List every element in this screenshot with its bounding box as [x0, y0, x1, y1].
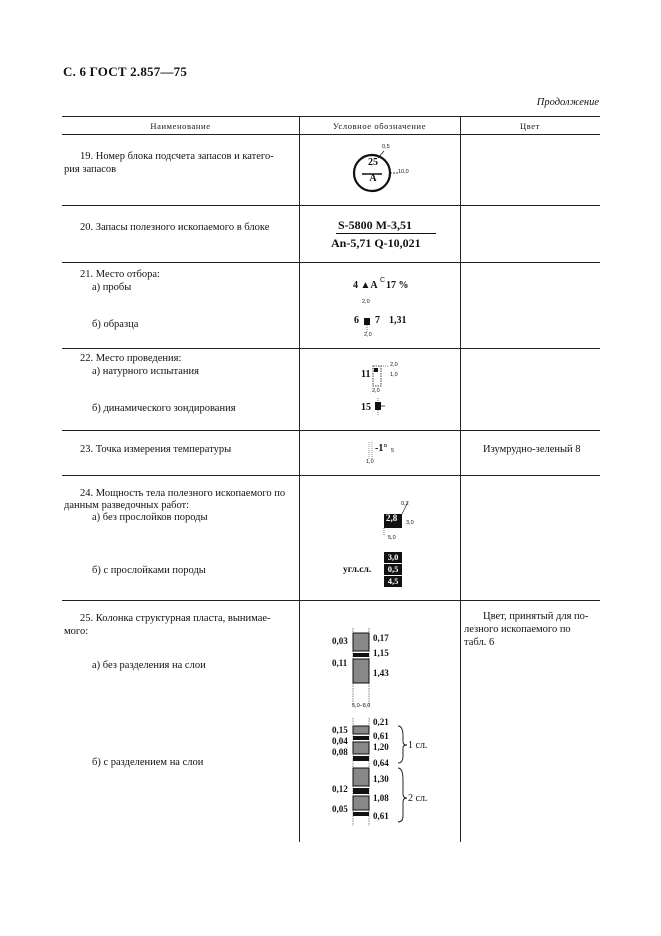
field-test-number: 11	[361, 369, 371, 380]
row-23-color: Изумрудно-зеленый 8	[483, 444, 581, 455]
row-20-name: 20. Запасы полезного ископаемого в блоке	[80, 222, 270, 233]
column-b-left-value: 0,08	[332, 747, 348, 757]
row-25-color-line1: Цвет, принятый для по-	[483, 611, 589, 622]
continued-label: Продолжение	[536, 97, 599, 108]
reserves-fraction-line	[336, 233, 436, 234]
table-top-border	[62, 116, 600, 117]
row-21-item-b: б) образца	[92, 319, 139, 330]
column-header-symbol: Условное обозначение	[332, 121, 427, 131]
dimension-label: 2,0	[362, 299, 370, 305]
row-separator	[62, 262, 600, 263]
probing-symbol	[373, 398, 387, 418]
sample-value: 17 %	[386, 280, 409, 291]
column-a-right-value: 1,43	[373, 668, 389, 678]
layer-cell: 3,0	[384, 552, 402, 564]
column-b-left-value: 0,04	[332, 736, 348, 746]
row-25-item-a: а) без разделения на слои	[92, 660, 206, 671]
dimension-label: 1,0	[366, 459, 374, 465]
group-label-1: 1 сл.	[408, 740, 428, 751]
dimension-label: 2,0	[390, 362, 398, 368]
block-number-top: 25	[368, 157, 378, 168]
dimension-label: 3,0	[406, 520, 414, 526]
column-a-right-value: 0,17	[373, 633, 389, 643]
row-separator	[62, 348, 600, 349]
row-separator	[62, 475, 600, 476]
dimension-label: 2,0	[372, 388, 380, 394]
temperature-subscript: 5	[391, 448, 395, 454]
specimen-left: 6	[354, 315, 359, 326]
column-divider-1	[299, 116, 300, 842]
row-24-item-b: б) с прослойками породы	[92, 565, 206, 576]
column-b-right-value: 1,08	[373, 793, 389, 803]
column-b-right-value: 0,61	[373, 811, 389, 821]
column-b-right-value: 1,20	[373, 742, 389, 752]
row-25-name-line1: 25. Колонка структурная пласта, вынимае-	[80, 613, 271, 624]
specimen-right: 7	[375, 315, 380, 326]
row-21-title: 21. Место отбора:	[80, 269, 160, 280]
thickness-value: 2,8	[386, 513, 398, 523]
row-24-name-line2: данным разведочных работ:	[64, 500, 190, 511]
specimen-value: 1,31	[389, 315, 407, 326]
sample-superscript: C	[380, 277, 386, 284]
row-25-item-b: б) с разделением на слои	[92, 757, 204, 768]
column-b-right-value: 1,30	[373, 774, 389, 784]
column-a-right-value: 1,15	[373, 648, 389, 658]
dimension-label: 1,0	[390, 372, 398, 378]
layer-stack	[384, 552, 402, 587]
row-24-item-a: а) без прослойков породы	[92, 512, 208, 523]
row-separator	[62, 430, 600, 431]
column-header-color: Цвет	[520, 121, 540, 131]
probing-number: 15	[361, 402, 371, 413]
row-separator	[62, 600, 600, 601]
group-label-2: 2 сл.	[408, 793, 428, 804]
temperature-value: -1°	[375, 443, 388, 454]
row-25-name-line2: мого:	[64, 626, 89, 637]
row-19-name-line2: рия запасов	[64, 164, 117, 175]
dimension-label: 2,0	[364, 332, 372, 338]
row-23-name: 23. Точка измерения температуры	[80, 444, 232, 455]
page-title: С. 6 ГОСТ 2.857—75	[63, 64, 188, 79]
row-22-item-b: б) динамического зондирования	[92, 403, 236, 414]
reserves-bottom: An-5,71 Q-10,021	[331, 236, 421, 250]
structural-column-b	[350, 718, 440, 830]
row-21-item-a: а) пробы	[92, 282, 132, 293]
table-header-border	[62, 134, 600, 135]
column-divider-2	[460, 116, 461, 842]
column-b-right-value: 0,64	[373, 758, 389, 768]
column-b-right-value: 0,21	[373, 717, 389, 727]
reserves-top: S-5800 M-3,51	[338, 218, 412, 232]
row-22-title: 22. Место проведения:	[80, 353, 182, 364]
block-number-bottom: A	[369, 173, 377, 184]
row-22-item-a: а) натурного испытания	[92, 366, 199, 377]
dimension-label: 0,2	[401, 501, 409, 507]
layer-cell: 4,5	[384, 576, 402, 587]
layer-cell: 0,5	[384, 564, 402, 576]
column-b-right-value: 0,61	[373, 731, 389, 741]
column-header-name: Наименование	[150, 121, 211, 131]
row-25-color-line2: лезного ископаемого по	[464, 624, 571, 635]
row-19-name-line1: 19. Номер блока подсчета запасов и катего-	[80, 151, 274, 162]
row-25-color-line3: табл. 6	[464, 637, 495, 648]
column-b-left-value: 0,12	[332, 784, 348, 794]
dimension-label: 10,0	[398, 169, 409, 175]
row-separator	[62, 205, 600, 206]
dimension-label: 0,5	[382, 144, 390, 150]
sample-symbol: 4 ▲A	[353, 280, 378, 291]
row-24-name-line1: 24. Мощность тела полезного ископаемого по	[80, 488, 286, 499]
column-a-left-value: 0,11	[332, 658, 348, 668]
coal-layer-label: угл.сл.	[343, 565, 372, 575]
column-a-left-value: 0,03	[332, 636, 348, 646]
column-b-left-value: 0,15	[332, 725, 348, 735]
dimension-label: 5,0–8,0	[352, 703, 371, 709]
column-b-left-value: 0,05	[332, 804, 348, 814]
dimension-label: 5,0	[388, 535, 396, 541]
